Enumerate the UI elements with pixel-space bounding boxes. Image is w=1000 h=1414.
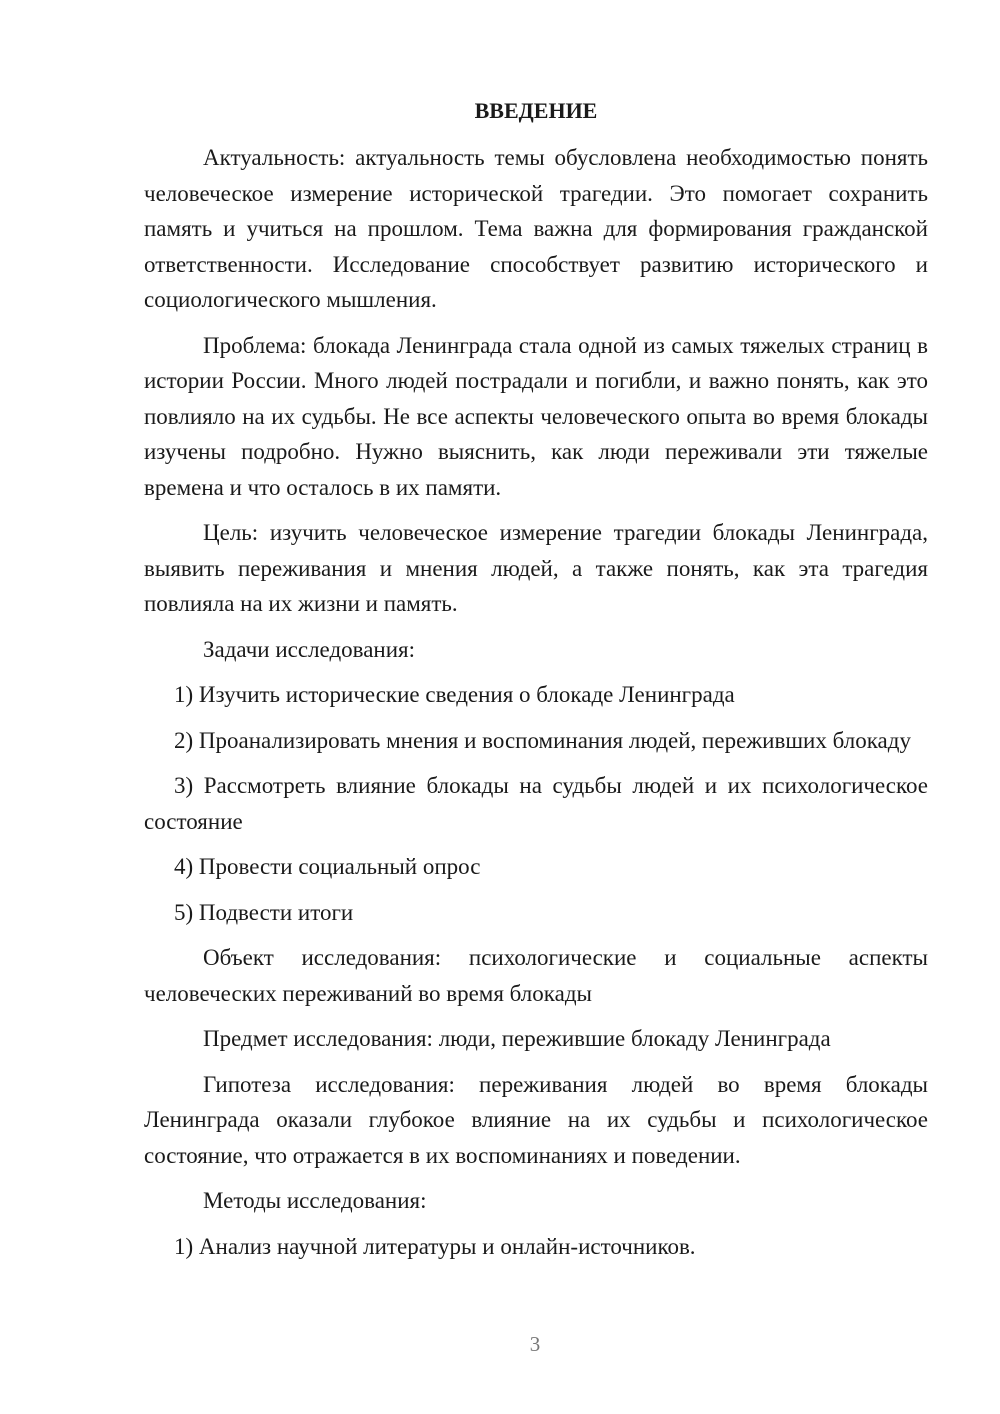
document-page	[144, 90, 928, 1274]
tasks-list	[144, 677, 928, 930]
tasks-title: Задачи исследования:	[203, 636, 416, 662]
list-item: 1) Изучить исторические сведения о блокаде Ленинграда	[174, 682, 735, 707]
list-item: 2) Проанализировать мнения и воспоминания людей, переживших блокаду	[174, 727, 911, 753]
goal-paragraph: Цель: изучить человеческое измерение трагедии блокады Ленинграда, выявить переживания и мнения людей, а также понять, как эта трагедия повлияла на их жизни и память.	[144, 520, 928, 616]
list-item: 4) Провести социальный опрос	[174, 854, 481, 879]
relevance-paragraph: Актуальность: актуальность темы обусловлена необходимостью понять человеческое измерение исторической трагедии. Это помогает сохранить память и учиться на прошлом. Тема важна для формирования гражданской ответственности. Исследование способствует развитию исторического и социологического мышления.	[144, 145, 928, 312]
list-item: 3) Рассмотреть влияние блокады на судьбы людей и их психологическое состояние	[144, 773, 928, 834]
methods-list	[144, 1229, 928, 1265]
problem-paragraph: Проблема: блокада Ленинграда стала одной из самых тяжелых страниц в истории России. Много людей пострадали и погибли, и важно понять, как это повлияло на их судьбы. Не все аспекты человеческого опыта во время блокады изучены подробно. Нужно выяснить, как люди переживали эти тяжелые времена и что осталось в их памяти.	[144, 332, 928, 500]
hypothesis-paragraph: Гипотеза исследования: переживания людей во время блокады Ленинграда оказали глубокое влияние на их судьбы и психологическое состояние, что отражается в их воспоминаниях и поведении.	[144, 1071, 928, 1168]
list-item: 1) Анализ научной литературы и онлайн-источников.	[174, 1233, 696, 1259]
page-title: ВВЕДЕНИЕ	[474, 98, 598, 123]
methods-title: Методы исследования:	[203, 1188, 427, 1213]
page-number: 3	[529, 1332, 541, 1356]
object-paragraph: Объект исследования: психологические и социальные аспекты человеческих переживаний во время блокады	[144, 945, 928, 1006]
list-item: 5) Подвести итоги	[174, 899, 354, 925]
subject-paragraph: Предмет исследования: люди, пережившие блокаду Ленинграда	[203, 1026, 831, 1051]
